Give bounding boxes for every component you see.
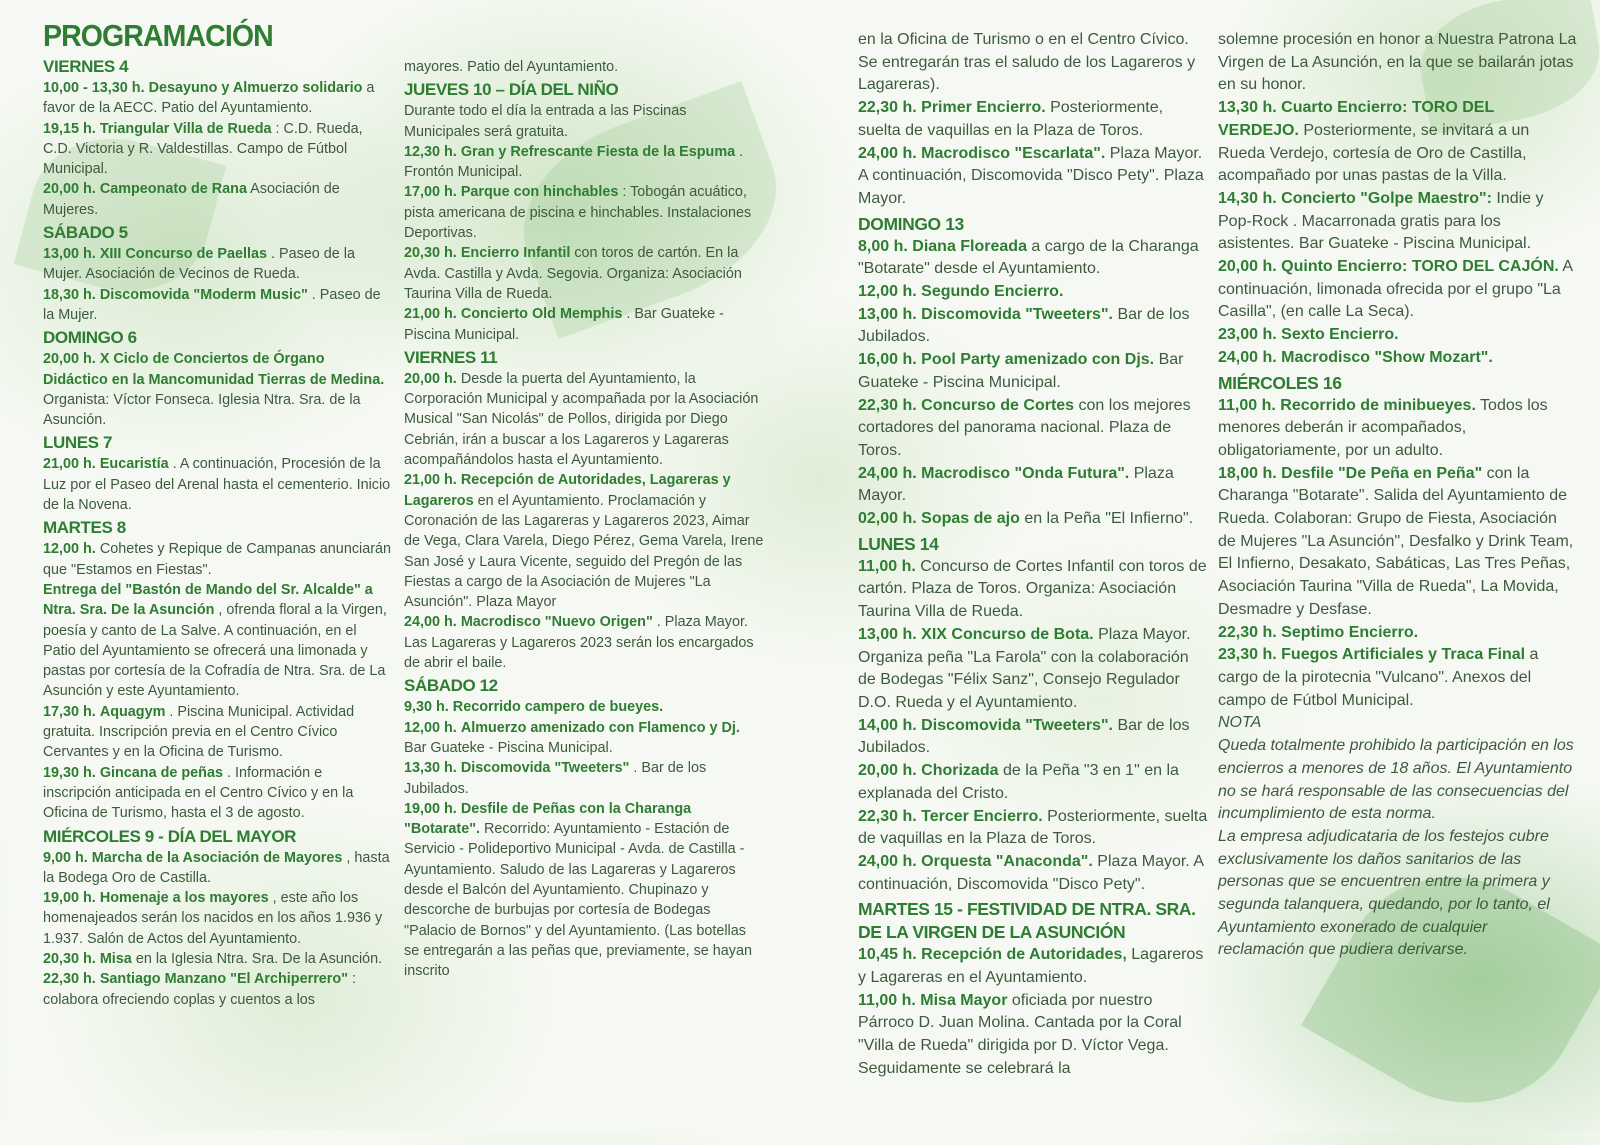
event-name: Cuarto Encierro: TORO DEL VERDEJO. xyxy=(1218,99,1494,139)
event-entry xyxy=(43,285,393,326)
event-name: Desayuno y Almuerzo solidario xyxy=(148,80,363,96)
event-time: 18,00 h. xyxy=(1218,464,1277,482)
event-time: 22,30 h. xyxy=(858,396,917,414)
event-entry xyxy=(1218,644,1578,712)
event-entry xyxy=(43,179,393,220)
event-name: Sopas de ajo xyxy=(921,510,1020,528)
nota-paragraph: Queda totalmente prohibido la participación en los encierros a menores de 18 años. El Ayuntamiento no se hará responsable de las consecuencias del incumplimiento de esta norma. xyxy=(1218,737,1574,823)
event-entry xyxy=(858,97,1210,142)
event-details: Asociación de Mujeres. xyxy=(43,181,340,218)
event-entry xyxy=(858,395,1210,463)
event-details: : colabora ofreciendo coplas y cuentos a los xyxy=(43,971,357,1008)
event-details: Bar de los Jubilados. xyxy=(858,716,1190,757)
event-name: Recorrido campero de bueyes. xyxy=(452,699,664,716)
event-name: X Ciclo de Conciertos de Órgano Didáctico en la Mancomunidad Tierras de Medina. xyxy=(43,351,385,388)
event-name: Chorizada xyxy=(921,762,999,780)
event-time: 24,00 h. xyxy=(404,614,457,631)
event-name: Homenaje a los mayores xyxy=(99,890,269,907)
event-name: Aquagym xyxy=(99,703,166,720)
event-name: Orquesta "Anaconda". xyxy=(921,852,1093,870)
event-time: 14,00 h. xyxy=(858,716,917,734)
event-entry xyxy=(43,969,393,1010)
event-entry xyxy=(404,697,764,717)
day-heading: LUNES 14 xyxy=(858,533,939,554)
event-entry xyxy=(43,888,393,949)
event-name: Segundo Encierro. xyxy=(921,283,1064,301)
event-details: Plaza Mayor. xyxy=(1109,144,1203,162)
event-details: . Plaza Mayor. Las Lagareras y Lagareros 2023 serán los encargados de abrir el baile. xyxy=(404,614,754,672)
event-name: Primer Encierro. xyxy=(921,99,1046,117)
event-time: 24,00 h. xyxy=(1218,348,1277,366)
event-details: . Paseo de la Mujer. xyxy=(43,286,381,323)
event-time: 13,00 h. xyxy=(858,625,917,643)
day-heading: MARTES 15 - FESTIVIDAD DE NTRA. SRA. DE LA VIRGEN DE LA ASUNCIÓN xyxy=(858,899,1196,943)
event-entry xyxy=(858,851,1210,896)
event-details: . Piscina Municipal. Actividad gratuita. Inscripción previa en el Centro Cívico Cervantes y en la Oficina de Turismo. xyxy=(43,703,355,761)
event-details: con los mejores cortadores del panorama nacional. Plaza de Toros. xyxy=(858,396,1191,459)
event-name: Concierto "Golpe Maestro": xyxy=(1281,189,1492,207)
day-heading: MIÉRCOLES 16 xyxy=(1218,372,1342,393)
event-details: . Información e inscripción anticipada en el Centro Cívico y en la Oficina de Turismo, hasta el 3 de agosto. xyxy=(43,764,354,822)
event-entry xyxy=(43,539,393,580)
event-name: Eucaristía xyxy=(99,456,169,473)
event-time: 12,00 h. xyxy=(43,541,96,558)
event-name: Almuerzo amenizado con Flamenco y Dj. xyxy=(460,719,740,736)
event-name: Santiago Manzano "El Archiperrero" xyxy=(99,971,349,988)
event-entry xyxy=(404,799,764,982)
event-details: Plaza Mayor. xyxy=(858,464,1174,505)
event-name: XIII Concurso de Paellas xyxy=(99,246,267,263)
event-entry xyxy=(1218,622,1578,645)
event-entry xyxy=(404,470,764,612)
event-entry xyxy=(858,556,1210,624)
event-name: XIX Concurso de Bota. xyxy=(921,625,1094,643)
event-time: 19,00 h. xyxy=(43,890,96,907)
event-entry xyxy=(1218,256,1578,324)
event-entry xyxy=(858,236,1210,281)
event-name: Macrodisco "Onda Futura". xyxy=(921,464,1130,482)
event-entry xyxy=(858,281,1210,304)
event-name: Recepción de Autoridades, xyxy=(921,946,1127,964)
event-time: 13,30 h. xyxy=(1218,99,1277,117)
event-name: Macrodisco "Show Mozart". xyxy=(1281,348,1493,366)
day-heading: LUNES 7 xyxy=(43,433,112,453)
event-details: Bar Guateke - Piscina Municipal. xyxy=(404,739,613,756)
event-entry xyxy=(43,454,393,515)
event-entry xyxy=(858,463,1210,508)
event-details: Plaza Mayor. A continuación, Discomovida "Disco Pety". xyxy=(858,852,1204,893)
event-entry xyxy=(858,349,1210,394)
event-details: de la Peña "3 en 1" en la explanada del Cristo. xyxy=(858,762,1179,802)
day-heading: SÁBADO 5 xyxy=(43,223,128,243)
event-entry xyxy=(858,143,1210,166)
event-name: Desfile de Peñas con la Charanga "Botarate". xyxy=(404,800,692,838)
event-entry xyxy=(858,806,1210,851)
event-entry xyxy=(1218,324,1578,347)
event-entry xyxy=(1218,97,1578,188)
day-heading: DOMINGO 13 xyxy=(858,213,964,234)
event-details: . Bar Guateke - Piscina Municipal. xyxy=(404,306,724,343)
event-entry xyxy=(858,944,1210,989)
program-column-1 xyxy=(43,18,393,1010)
event-entry xyxy=(858,29,1210,97)
event-details: a cargo de la Charanga "Botarate" desde el Ayuntamiento. xyxy=(858,237,1199,278)
event-entry xyxy=(43,848,393,889)
day-heading: DOMINGO 6 xyxy=(43,328,137,348)
event-time: 20,00 h. xyxy=(1218,258,1277,276)
event-details: Lagareros y Lagareras en el Ayuntamiento. xyxy=(858,946,1204,987)
event-details: mayores. Patio del Ayuntamiento. xyxy=(404,59,619,75)
event-time: 19,30 h. xyxy=(43,764,96,781)
event-name: Quinto Encierro: TORO DEL CAJÓN. xyxy=(1281,258,1559,276)
event-name: Entrega del "Bastón de Mando del Sr. Alcalde" a Ntra. Sra. De la Asunción xyxy=(43,581,373,619)
event-time: 11,00 h. xyxy=(858,991,916,1009)
event-time: 22,30 h. xyxy=(43,971,96,988)
event-details: Posteriormente, suelta de vaquillas en la Plaza de Toros. xyxy=(858,807,1208,848)
event-details: en la Peña "El Infierno". xyxy=(1024,510,1194,528)
event-time: 17,30 h. xyxy=(43,703,96,720)
event-time: 20,00 h. xyxy=(43,351,96,368)
event-time: 22,30 h. xyxy=(858,99,917,117)
event-name: Gran y Refrescante Fiesta de la Espuma xyxy=(460,143,736,160)
event-details: . A continuación, Procesión de la Luz por el Paseo del Arenal hasta el cementerio. Inicio de la Novena. xyxy=(43,456,391,514)
event-time: 19,00 h. xyxy=(404,800,457,817)
event-name: Pool Party amenizado con Djs. xyxy=(921,351,1155,369)
event-name: Discomovida "Tweeters". xyxy=(921,305,1113,323)
event-time: 14,30 h. xyxy=(1218,189,1277,207)
event-details: Concurso de Cortes Infantil con toros de cartón. Plaza de Toros. Organiza: Asociación Taurina Villa de Rueda. xyxy=(858,557,1207,621)
event-name: Desfile "De Peña en Peña" xyxy=(1281,464,1483,482)
event-details: solemne procesión en honor a Nuestra Patrona La Virgen de La Asunción, en la que se bailarán jotas en su honor. xyxy=(1218,31,1577,94)
event-details: , ofrenda floral a la Virgen, poesía y canto de La Salve. A continuación, en el Patio del Ayuntamiento se ofrecerá una limonada y pastas por cortesía de la Cofradía de Ntra. Sra. de La Asunción y este Ayuntamiento. xyxy=(43,602,387,700)
event-details: : Tobogán acuático, pista americana de piscina e hinchables. Instalaciones Deportivas. xyxy=(404,184,752,242)
event-details: . Frontón Municipal. xyxy=(404,143,744,181)
event-details: a favor de la AECC. Patio del Ayuntamiento. xyxy=(43,80,375,117)
event-entry xyxy=(404,57,764,77)
event-name: Sexto Encierro. xyxy=(1281,326,1399,344)
event-entry xyxy=(43,78,393,119)
event-entry xyxy=(858,760,1210,805)
event-entry xyxy=(404,142,764,183)
event-name: Marcha de la Asociación de Mayores xyxy=(91,849,343,866)
event-details: Organista: Víctor Fonseca. Iglesia Ntra. Sra. de la Asunción. xyxy=(43,391,361,429)
event-time: 21,00 h. xyxy=(404,472,457,489)
event-entry xyxy=(404,243,764,304)
event-entry xyxy=(43,349,393,430)
event-time: 13,00 h. xyxy=(858,305,917,323)
program-column-4 xyxy=(1218,29,1578,962)
event-name: Misa xyxy=(99,950,132,967)
event-time: 13,00 h. xyxy=(43,246,96,263)
event-time: 20,00 h. xyxy=(858,762,917,780)
event-details: Desde la puerta del Ayuntamiento, la Corporación Municipal y acompañada por la Asociación Musical "San Nicolás" de Pollos, dirigida por Diego Cebrián, irán a buscar a los Lagareros y Lagareras acompañándolos hasta el Ayuntamiento. xyxy=(404,370,759,469)
event-time: 21,00 h. xyxy=(404,306,457,323)
day-heading: MARTES 8 xyxy=(43,518,126,538)
event-details: A continuación, limonada ofrecida por el grupo "La Casilla", (en calle La Seca). xyxy=(1218,258,1573,321)
event-details: en el Ayuntamiento. Proclamación y Coronación de las Lagareras y Lagareros 2023, Aimar de Vega, Clara Varela, Diego Pérez, Gema Varela, Irene San José y Laura Vicente, seguido del Pregón de las Fiestas a cargo de la Asociación de Mujeres "La Asunción". Plaza Mayor xyxy=(404,492,764,611)
event-details: Posteriormente, suelta de vaquillas en la Plaza de Toros. xyxy=(858,99,1164,139)
event-details: Recorrido: Ayuntamiento - Estación de Servicio - Polideportivo Municipal - Avda. de Castilla - Ayuntamiento. Saludo de las Lagareras y Lagareros desde el Balcón del Ayuntamiento. Chupinazo y descorche de burbujas por cortesía de Bodegas "Palacio de Bornos" y del Ayuntamiento. (Las botellas se entregarán a las peñas que, previamente, se hayan inscrito xyxy=(404,821,753,980)
event-name: Concierto Old Memphis xyxy=(460,306,623,323)
event-entry xyxy=(858,165,1210,210)
event-name: Fuegos Artificiales y Traca Final xyxy=(1281,646,1526,664)
day-heading: VIERNES 11 xyxy=(404,347,498,367)
event-entry xyxy=(404,718,764,759)
event-name: Macrodisco "Escarlata". xyxy=(921,144,1106,162)
event-entry xyxy=(404,182,764,243)
event-details: A continuación, Discomovida "Disco Pety". Plaza Mayor. xyxy=(858,167,1204,207)
event-entry xyxy=(404,304,764,345)
event-details: . Bar de los Jubilados. xyxy=(404,760,707,797)
program-column-3 xyxy=(858,29,1210,1081)
event-name: Triangular Villa de Rueda xyxy=(99,120,272,137)
event-details: , este año los homenajeados serán los nacidos en los años 1.936 y 1.937. Salón de Actos del Ayuntamiento. xyxy=(43,890,383,947)
event-time: 24,00 h. xyxy=(858,852,917,870)
day-heading: JUEVES 10 – DÍA DEL NIÑO xyxy=(404,80,619,100)
event-entry xyxy=(1218,29,1578,97)
event-time: 20,30 h. xyxy=(43,950,96,967)
event-details: Todos los menores deberán ir acompañados, obligatoriamente, por un adulto. xyxy=(1218,396,1548,459)
event-details: Bar de los Jubilados. xyxy=(858,305,1190,346)
event-entry xyxy=(1218,188,1578,256)
event-entry xyxy=(858,624,1210,715)
event-entry xyxy=(858,508,1210,531)
event-entry xyxy=(404,369,764,470)
event-details: en la Oficina de Turismo o en el Centro Cívico. Se entregarán tras el saludo de los Lagareros y Lagareras). xyxy=(858,31,1196,94)
event-entry xyxy=(43,119,393,180)
event-details: Bar Guateke - Piscina Municipal. xyxy=(858,351,1184,391)
event-name: Recorrido de minibueyes. xyxy=(1280,396,1476,414)
event-name: Recepción de Autoridades, Lagareras y Lagareros xyxy=(404,472,731,509)
event-name: Macrodisco "Nuevo Origen" xyxy=(460,614,653,631)
event-details: Indie y Pop-Rock . Macarronada gratis para los asistentes. Bar Guateke - Piscina Municipal. xyxy=(1218,189,1544,253)
event-time: 13,30 h. xyxy=(404,760,457,777)
event-entry xyxy=(858,990,1210,1081)
event-time: 12,30 h. xyxy=(404,143,457,160)
event-entry xyxy=(1218,395,1578,463)
event-time: 8,00 h. xyxy=(858,237,908,255)
event-time: 22,30 h. xyxy=(1218,623,1277,641)
event-time: 24,00 h. xyxy=(858,144,917,162)
event-entry xyxy=(1218,347,1578,370)
event-name: Discomovida "Tweeters" xyxy=(460,760,630,777)
event-details: con toros de cartón. En la Avda. Castilla y Avda. Segovia. Organiza: Asociación Taurina Villa de Rueda. xyxy=(404,245,742,302)
event-time: 20,00 h. xyxy=(404,370,457,387)
event-details: . Paseo de la Mujer. Asociación de Vecinos de Rueda. xyxy=(43,246,355,283)
event-entry xyxy=(404,758,764,799)
event-name: Parque con hinchables xyxy=(460,184,619,201)
event-details: con la Charanga "Botarate". Salida del Ayuntamiento de Rueda. Colaboran: Grupo de Fiesta, Asociación de Mujeres "La Asunción", Desfalko y Drink Team, El Infierno, Desakato, Sabáticas, Las Tres Peñas, Asociación Taurina "Villa de Rueda", La Movida, Desmadre y Desfase. xyxy=(1218,464,1574,618)
event-entry xyxy=(858,304,1210,349)
event-time: 22,30 h. xyxy=(858,807,917,825)
event-time: 11,00 h. xyxy=(1218,396,1276,414)
event-details: Cohetes y Repique de Campanas anunciarán que "Estamos en Fiestas". xyxy=(43,541,392,578)
day-heading: MIÉRCOLES 9 - DÍA DEL MAYOR xyxy=(43,826,297,846)
event-time: 02,00 h. xyxy=(858,510,917,528)
event-name: Campeonato de Rana xyxy=(99,181,247,198)
event-details: a cargo de la pirotecnia "Vulcano". Anexos del campo de Fútbol Municipal. xyxy=(1218,646,1539,709)
event-details: en la Iglesia Ntra. Sra. De la Asunción. xyxy=(135,950,383,967)
event-name: Tercer Encierro. xyxy=(921,807,1043,825)
event-time: 10,45 h. xyxy=(858,946,917,964)
event-time: 23,00 h. xyxy=(1218,326,1277,344)
event-time: 23,30 h. xyxy=(1218,646,1277,664)
day-heading: VIERNES 4 xyxy=(43,57,129,76)
event-entry xyxy=(858,715,1210,760)
event-time: 9,30 h. xyxy=(404,699,449,716)
event-details: : C.D. Rueda, C.D. Victoria y R. Valdestillas. Campo de Fútbol Municipal. xyxy=(43,120,363,178)
day-heading: SÁBADO 12 xyxy=(404,676,498,696)
event-time: 20,00 h. xyxy=(43,181,96,198)
nota-section xyxy=(1218,712,1578,962)
event-time: 19,15 h. xyxy=(43,120,96,137)
event-entry xyxy=(43,244,393,285)
event-time: 17,00 h. xyxy=(404,184,457,201)
event-entry xyxy=(404,101,764,142)
page-title: PROGRAMACIÓN xyxy=(43,18,273,53)
event-time: 21,00 h. xyxy=(43,456,96,473)
event-time: 18,30 h. xyxy=(43,286,96,303)
nota-paragraph: La empresa adjudicataria de los festejos cubre exclusivamente los daños sanitarios de las personas que se encuentren entre la primera y segunda talanquera, quedando, por lo tanto, el Ayuntamiento exonerado de cualquier reclamación que pudiera derivarse. xyxy=(1218,827,1550,959)
event-time: 20,30 h. xyxy=(404,245,457,262)
event-name: Discomovida "Moderm Music" xyxy=(99,286,308,303)
event-name: Encierro Infantil xyxy=(460,245,571,262)
event-entry xyxy=(43,949,393,969)
event-details: Plaza Mayor. Organiza peña "La Farola" con la colaboración de Bodegas "Félix Sanz", Consejo Regulador D.O. Rueda y el Ayuntamiento. xyxy=(858,625,1191,711)
event-entry xyxy=(43,763,393,824)
event-time: 9,00 h. xyxy=(43,849,88,866)
event-name: Misa Mayor xyxy=(920,991,1008,1009)
event-entry xyxy=(43,702,393,763)
program-column-2 xyxy=(404,57,764,981)
event-entry xyxy=(404,612,764,673)
event-name: Discomovida "Tweeters". xyxy=(921,716,1113,734)
event-time: 16,00 h. xyxy=(858,351,917,369)
event-time: 12,00 h. xyxy=(404,719,457,736)
event-time: 24,00 h. xyxy=(858,464,917,482)
event-entry xyxy=(43,580,393,702)
event-time: 12,00 h. xyxy=(858,283,917,301)
event-details: oficiada por nuestro Párroco D. Juan Molina. Cantada por la Coral "Villa de Rueda" dirigida por D. Víctor Vega. Seguidamente se celebrará la xyxy=(858,991,1182,1077)
nota-label: NOTA xyxy=(1218,714,1262,732)
event-time: 10,00 - 13,30 h. xyxy=(43,80,145,96)
event-entry xyxy=(1218,463,1578,622)
event-details: , hasta la Bodega Oro de Castilla. xyxy=(43,849,390,886)
event-name: Diana Floreada xyxy=(912,237,1027,255)
event-name: Concurso de Cortes xyxy=(921,396,1075,414)
event-details: Durante todo el día la entrada a las Piscinas Municipales será gratuita. xyxy=(404,103,687,140)
event-details: Posteriormente, se invitará a un Rueda Verdejo, cortesía de Oro de Castilla, acompañado por unas pastas de la Villa. xyxy=(1218,121,1530,185)
event-name: Septimo Encierro. xyxy=(1281,623,1419,641)
event-name: Gincana de peñas xyxy=(99,764,223,781)
event-time: 11,00 h. xyxy=(858,557,916,575)
